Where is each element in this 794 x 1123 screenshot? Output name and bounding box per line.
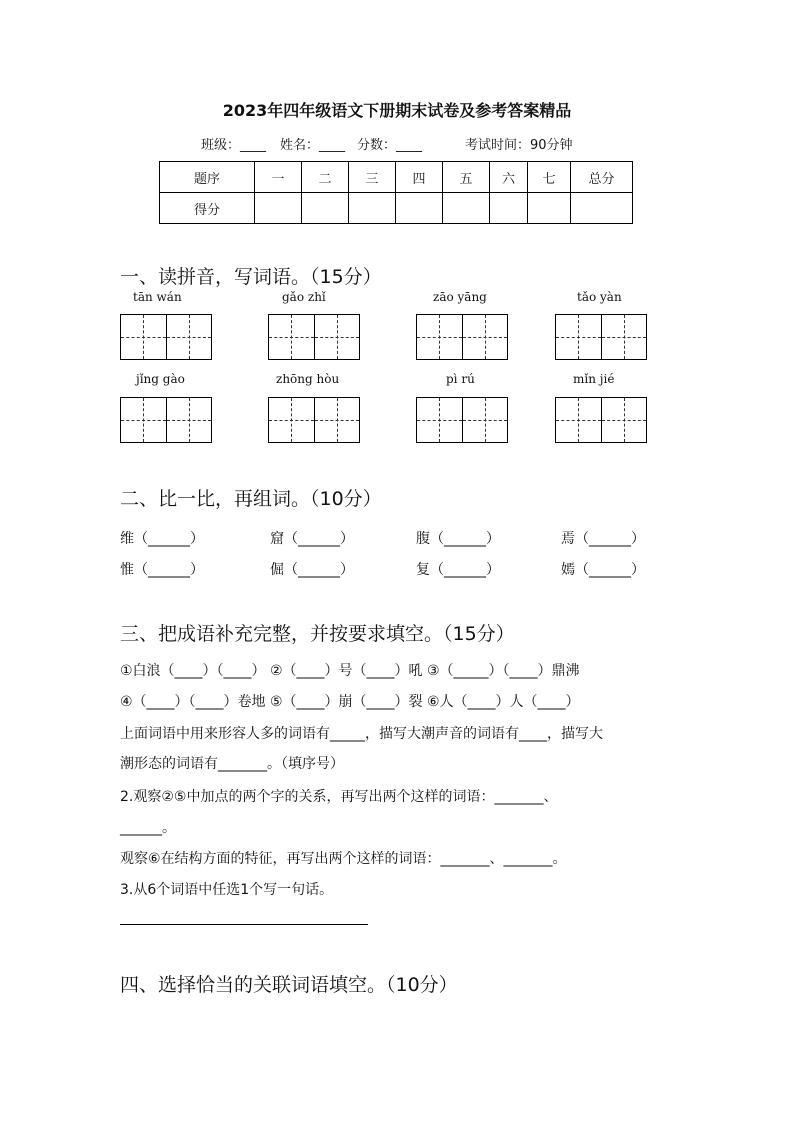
question-line: 3.从6个词语中任选1个写一句话。 [120,882,334,898]
table-header-cell: 三 [349,162,396,193]
section-3-heading: 三、把成语补充完整，并按要求填空。（15分） [120,623,515,645]
question-line[interactable]: 潮形态的词语有_______。（填序号） [120,756,344,772]
score-cell[interactable] [302,193,349,224]
question-line[interactable]: ______。 [120,820,176,836]
section-4-heading: 四、选择恰当的关联词语填空。（10分） [120,974,458,996]
name-field[interactable]: 姓名：____ [280,138,346,153]
score-table-header-row [160,162,633,193]
table-row-label: 得分 [160,193,255,224]
compare-word[interactable]: 惟（______） [120,562,204,578]
table-header-cell: 题序 [160,162,255,193]
answer-line[interactable] [120,924,368,925]
pinyin-label: jǐng gào [136,372,185,386]
writing-grid[interactable] [555,397,647,443]
table-header-cell: 总分 [571,162,633,193]
compare-word[interactable]: 窟（______） [270,531,354,547]
pinyin-label: mǐn jié [573,372,615,386]
table-header-cell: 二 [302,162,349,193]
pinyin-label: gǎo zhǐ [282,290,326,304]
question-line[interactable]: 2.观察②⑤中加点的两个字的关系，再写出两个这样的词语：_______、 [120,789,558,805]
idiom-line[interactable]: ①白浪（____）（____） ②（____）号（____）吼 ③（_____）（____）鼎沸 [120,663,580,679]
score-cell[interactable] [571,193,633,224]
score-table [159,161,633,224]
score-cell[interactable] [255,193,302,224]
table-header-cell: 四 [396,162,443,193]
score-field[interactable]: 分数：____ [357,138,423,153]
compare-word[interactable]: 腹（______） [416,531,500,547]
pinyin-label: tǎo yàn [577,290,622,304]
pinyin-label: tān wán [133,290,182,304]
page-title: 2023年四年级语文下册期末试卷及参考答案精品 [222,101,572,120]
writing-grid[interactable] [120,314,212,360]
writing-grid[interactable] [120,397,212,443]
question-line[interactable]: 上面词语中用来形容人多的词语有_____，描写大潮声音的词语有____，描写大 [120,726,603,742]
compare-word[interactable]: 嫣（______） [561,562,645,578]
idiom-line[interactable]: ④（____）（____）卷地 ⑤（____）崩（____）裂 ⑥人（____）人（____） [120,694,580,710]
pinyin-label: zhōng hòu [276,372,340,386]
exam-time: 考试时间：90分钟 [465,138,573,153]
section-1-heading: 一、读拼音，写词语。（15分） [120,266,382,288]
table-header-cell: 五 [443,162,490,193]
compare-word[interactable]: 倔（______） [270,562,354,578]
score-cell[interactable] [443,193,490,224]
compare-word[interactable]: 维（______） [120,531,204,547]
writing-grid[interactable] [416,314,508,360]
section-2-heading: 二、比一比，再组词。（10分） [120,488,382,510]
score-cell[interactable] [396,193,443,224]
table-header-cell: 七 [528,162,571,193]
compare-word[interactable]: 复（______） [416,562,500,578]
writing-grid[interactable] [416,397,508,443]
score-cell[interactable] [490,193,528,224]
table-header-cell: 一 [255,162,302,193]
score-cell[interactable] [349,193,396,224]
score-cell[interactable] [528,193,571,224]
class-field[interactable]: 班级：____ [201,138,267,153]
writing-grid[interactable] [268,397,360,443]
question-line[interactable]: 观察⑥在结构方面的特征，再写出两个这样的词语：_______、_______。 [120,851,567,867]
writing-grid[interactable] [268,314,360,360]
pinyin-label: pì rú [446,372,475,386]
pinyin-label: zāo yāng [433,290,487,304]
table-header-cell: 六 [490,162,528,193]
writing-grid[interactable] [555,314,647,360]
score-table-score-row [160,193,633,224]
compare-word[interactable]: 焉（______） [561,531,645,547]
